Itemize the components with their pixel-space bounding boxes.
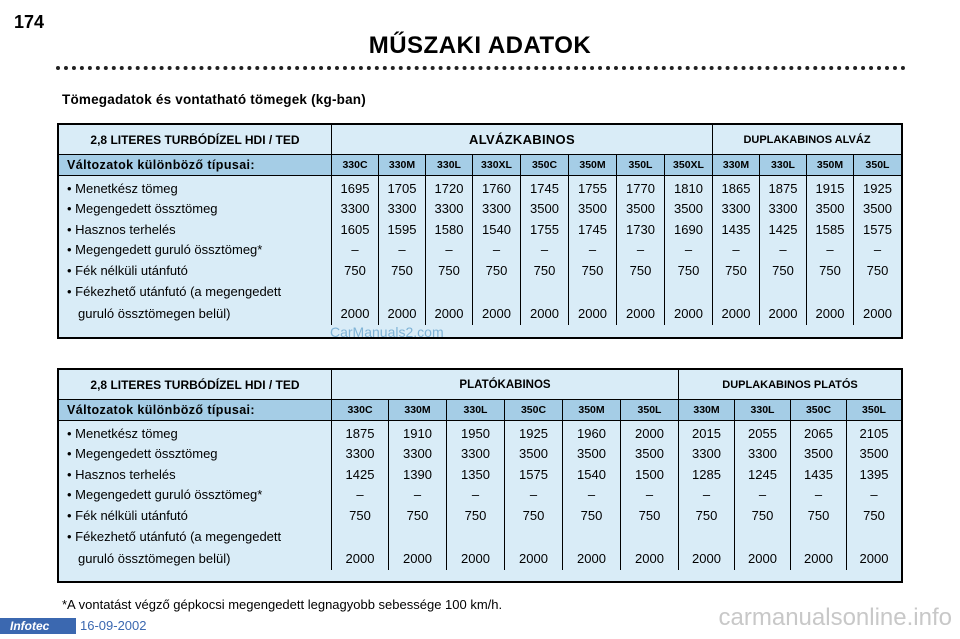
value-cell: 3300 [434,201,464,217]
value-cell: – [684,242,693,258]
value-column [446,421,504,570]
group-header-double-cab-chassis: DUPLAKABINOS ALVÁZ [712,125,901,154]
value-cell: 2000 [635,550,664,566]
row-label: • Fék nélküli utánfutó [67,262,188,278]
value-cell: – [588,242,597,258]
variants-header-row [59,400,901,421]
value-cell: 1390 [403,466,432,482]
value-cell: 2000 [674,305,703,321]
value-cell: 1925 [863,180,892,196]
value-cell: – [779,242,787,258]
value-cell: 2000 [804,550,833,566]
value-column [472,176,520,325]
variants-label: Változatok különböző típusai: [67,403,255,417]
variant-header: 330M [388,400,446,420]
value-cell: 2000 [863,305,892,321]
value-column [790,421,846,570]
value-cell: 750 [772,262,794,278]
value-cell: 2000 [748,550,777,566]
value-cell: 3300 [721,201,751,217]
value-cell: 3300 [748,446,777,462]
value-cell: 3500 [626,201,655,217]
value-cell: 1720 [434,180,464,196]
value-cell: 2000 [815,305,845,321]
value-cell: – [356,487,364,503]
value-cell: 2000 [340,305,370,321]
value-cell: 1875 [768,180,798,196]
value-cell: 2000 [577,550,606,566]
row-label: • Megengedett össztömeg [67,201,218,217]
value-cell: 750 [464,507,487,523]
value-cell: 1285 [692,466,721,482]
value-cell: 3500 [804,446,833,462]
value-cell: 1575 [863,221,892,237]
value-cell: 2000 [635,425,664,441]
value-column [378,176,425,325]
value-cell: 750 [629,262,652,278]
value-cell: 750 [533,262,556,278]
value-cell: 1690 [674,221,703,237]
value-cell: 1585 [815,221,845,237]
value-column [664,176,712,325]
row-label-line: • Fékezhető utánfutó (a megengedett [67,528,282,544]
value-cell: 3300 [768,201,798,217]
value-cell: 750 [438,262,460,278]
value-cell: – [732,242,740,258]
footnote: *A vontatást végző gépkocsi megengedett legnagyobb sebessége 100 km/h. [62,597,503,612]
variant-header: 330M [378,155,425,175]
table-body [59,176,901,325]
value-cell: 1435 [721,221,751,237]
variant-header: 350M [806,155,853,175]
variants-label: Változatok különböző típusai: [67,158,255,172]
value-column [425,176,472,325]
value-cell: 750 [349,507,371,523]
group-header-double-cab-platform: DUPLAKABINOS PLATÓS [678,370,901,399]
value-cell: 750 [819,262,841,278]
row-label: • Megengedett guruló össztömeg* [67,487,263,503]
footer-site-watermark: carmanualsonline.info [718,604,952,631]
value-cell: 1915 [815,180,845,196]
value-cell: 750 [485,262,508,278]
variant-header: 330L [734,400,790,420]
value-cell: 1695 [340,180,370,196]
value-cell: 750 [725,262,747,278]
value-cell: 2000 [578,305,607,321]
row-label-multiline [67,526,331,570]
value-cell: 3500 [859,446,889,462]
value-cell: 3500 [635,446,664,462]
group-header-chassis-cab: ALVÁZKABINOS [331,125,712,154]
row-label: • Megengedett guruló össztömeg* [67,242,263,258]
variants-header-row [59,155,901,176]
value-cell: – [540,242,549,258]
value-cell: 3500 [863,201,892,217]
row-labels [59,176,331,325]
value-cell: – [758,487,767,503]
value-cell: 2065 [804,425,833,441]
value-cell: 2000 [482,305,511,321]
value-cell: 750 [866,262,889,278]
value-cell: 1865 [721,180,751,196]
value-cell: 3500 [577,446,606,462]
value-cell: – [826,242,834,258]
value-cell: – [413,487,422,503]
value-column [806,176,853,325]
value-cell: 1910 [403,425,432,441]
row-label-line: guruló össztömegen belül) [78,305,231,321]
value-cell: 1350 [461,466,490,482]
variant-header: 350C [504,400,562,420]
infotec-logo: Infotec [0,618,76,634]
value-cell: 3300 [387,201,417,217]
value-cell: 1595 [387,221,417,237]
value-cell: 1755 [578,180,607,196]
value-cell: 1540 [577,466,606,482]
value-cell: – [471,487,480,503]
value-cell: 2000 [859,550,889,566]
value-cell: 3300 [461,446,490,462]
value-cell: – [870,487,878,503]
value-cell: 1575 [519,466,548,482]
value-column [562,421,620,570]
watermark: CarManuals2.com [330,324,444,340]
value-cell: 750 [807,507,830,523]
value-cell: 1810 [674,180,703,196]
value-cell: 1875 [345,425,375,441]
value-column [712,176,759,325]
value-cell: 3500 [815,201,845,217]
value-column [388,421,446,570]
value-columns [331,176,901,325]
row-label: • Menetkész tömeg [67,180,178,196]
variant-header: 350L [620,400,678,420]
variant-header: 350C [520,155,568,175]
value-cell: 1540 [482,221,511,237]
value-cell: 1425 [768,221,798,237]
variant-header: 350L [853,155,901,175]
value-column [759,176,806,325]
value-cell: 2000 [434,305,464,321]
engine-header: 2,8 LITERES TURBÓDÍZEL HDI / TED [90,377,300,392]
value-cell: 1435 [804,466,833,482]
value-cell: 1960 [577,425,606,441]
row-label: • Menetkész tömeg [67,425,178,441]
value-column [331,176,378,325]
value-cell: 2000 [721,305,751,321]
variant-header: 330C [331,400,388,420]
value-cell: 1705 [387,180,417,196]
value-cell: 1745 [578,221,607,237]
value-cell: 2015 [692,425,721,441]
value-cell: 1745 [530,180,559,196]
variant-header: 330XL [472,155,520,175]
row-label: • Megengedett össztömeg [67,446,218,462]
page-number: 174 [14,12,45,32]
value-cell: 2105 [859,425,889,441]
value-columns [331,421,901,570]
value-cell: 1950 [461,425,490,441]
value-cell: 2000 [345,550,375,566]
value-cell: 3300 [340,201,370,217]
row-label-line: • Fékezhető utánfutó (a megengedett [67,283,282,299]
value-column [846,421,901,570]
value-cell: – [445,242,453,258]
variant-header: 350L [846,400,901,420]
variant-header: 330M [712,155,759,175]
weights-table-chassis-cab [57,123,903,339]
value-cell: 1425 [345,466,375,482]
engine-header: 2,8 LITERES TURBÓDÍZEL HDI / TED [90,132,300,147]
value-column [504,421,562,570]
variant-header: 350M [562,400,620,420]
table-header [59,125,901,155]
value-cell: – [398,242,406,258]
value-cell: 3500 [530,201,559,217]
value-cell: 1245 [748,466,777,482]
value-cell: 1500 [635,466,664,482]
value-cell: 3500 [519,446,548,462]
value-cell: – [492,242,501,258]
value-cell: 1605 [340,221,370,237]
table-header [59,370,901,400]
value-cell: 3500 [674,201,703,217]
value-cell: 750 [391,262,413,278]
value-cell: 1770 [626,180,655,196]
group-header-platform-cab: PLATÓKABINOS [331,370,678,399]
value-cell: 3300 [482,201,511,217]
value-cell: 750 [677,262,700,278]
value-cell: 750 [344,262,366,278]
title-divider [56,66,906,70]
variant-header: 330M [678,400,734,420]
value-cell: – [529,487,538,503]
section-title: Tömegadatok és vontatható tömegek (kg-ban) [62,92,366,107]
value-column [734,421,790,570]
value-cell: 750 [581,262,604,278]
value-cell: 1760 [482,180,511,196]
value-cell: 1580 [434,221,464,237]
value-cell: 2000 [403,550,432,566]
table-body [59,421,901,570]
value-cell: 750 [522,507,545,523]
value-cell: 2000 [768,305,798,321]
value-cell: 2000 [387,305,417,321]
value-cell: 3300 [692,446,721,462]
value-cell: – [873,242,882,258]
value-column [678,421,734,570]
variant-header: 350L [616,155,664,175]
value-column [853,176,901,325]
row-label: • Hasznos terhelés [67,221,176,237]
value-column [616,176,664,325]
row-label: • Fék nélküli utánfutó [67,507,188,523]
value-cell: 750 [863,507,885,523]
value-cell: 2000 [626,305,655,321]
value-cell: 1755 [530,221,559,237]
value-cell: 2000 [519,550,548,566]
variant-header: 330L [446,400,504,420]
variant-header: 350XL [664,155,712,175]
value-cell: 3500 [578,201,607,217]
row-label: • Hasznos terhelés [67,466,176,482]
footer-date: 16-09-2002 [80,618,147,633]
value-cell: – [351,242,359,258]
value-cell: 1730 [626,221,655,237]
value-cell: 750 [406,507,429,523]
value-cell: 750 [580,507,603,523]
row-label-line: guruló össztömegen belül) [78,550,231,566]
value-cell: – [645,487,654,503]
variant-header: 330L [425,155,472,175]
value-cell: 3300 [403,446,432,462]
value-column [331,421,388,570]
value-cell: 3300 [345,446,375,462]
page-title: MŰSZAKI ADATOK [368,32,592,59]
value-column [620,421,678,570]
value-cell: 1925 [519,425,548,441]
value-cell: – [814,487,823,503]
value-cell: – [587,487,596,503]
value-column [520,176,568,325]
variant-header: 350C [790,400,846,420]
variant-header: 330L [759,155,806,175]
variant-header: 350M [568,155,616,175]
row-labels [59,421,331,570]
value-cell: 2000 [530,305,559,321]
value-cell: 1395 [859,466,889,482]
weights-table-platform-cab [57,368,903,583]
value-column [568,176,616,325]
value-cell: – [702,487,711,503]
value-cell: 750 [695,507,718,523]
value-cell: 2000 [461,550,490,566]
value-cell: – [636,242,645,258]
variant-header: 330C [331,155,378,175]
value-cell: 2000 [692,550,721,566]
value-cell: 750 [751,507,774,523]
value-cell: 2055 [748,425,777,441]
row-label-multiline [67,281,331,325]
value-cell: 750 [638,507,661,523]
